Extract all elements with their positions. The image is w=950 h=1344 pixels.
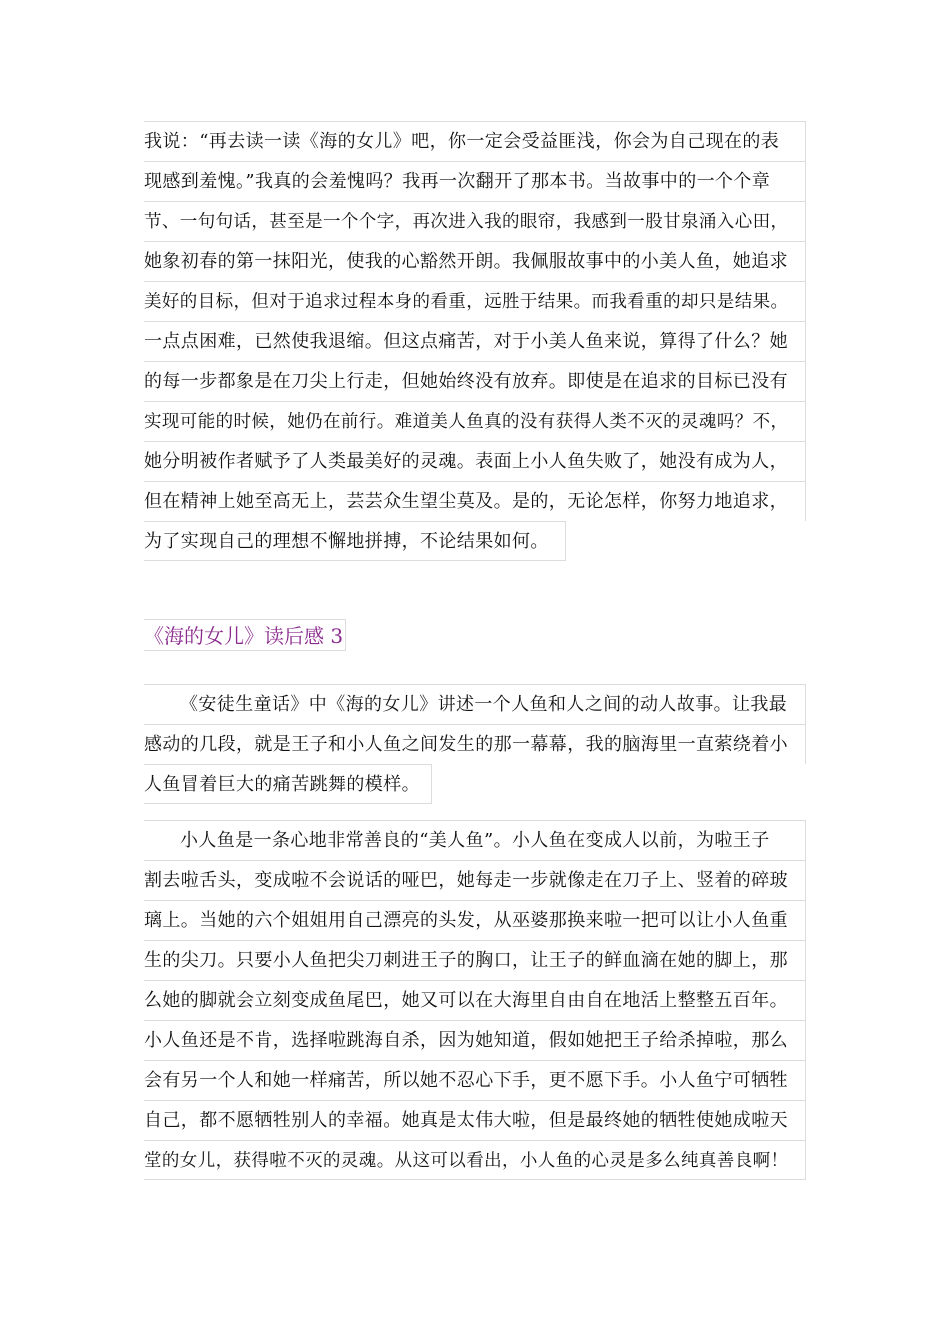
text-line: 为了实现自己的理想不懈地拼搏，不论结果如何。	[144, 521, 566, 561]
text-line: 我说：“再去读一读《海的女儿》吧，你一定会受益匪浅，你会为自己现在的表	[144, 121, 806, 161]
paragraph-little-mermaid	[144, 820, 806, 1180]
text-line: 实现可能的时候，她仍在前行。难道美人鱼真的没有获得人类不灭的灵魂吗？不，	[144, 401, 806, 441]
text-line: 的每一步都象是在刀尖上行走，但她始终没有放弃。即使是在追求的目标已没有	[144, 361, 806, 401]
text-line: 感动的几段，就是王子和小人鱼之间发生的那一幕幕，我的脑海里一直萦绕着小	[144, 724, 806, 764]
text-line: 小人鱼是一条心地非常善良的“美人鱼”。小人鱼在变成人以前，为啦王子	[144, 820, 806, 860]
text-line: 小人鱼还是不肯，选择啦跳海自杀，因为她知道，假如她把王子给杀掉啦，那么	[144, 1020, 806, 1060]
text-line: 堂的女儿，获得啦不灭的灵魂。从这可以看出，小人鱼的心灵是多么纯真善良啊！	[144, 1140, 806, 1180]
text-line: 一点点困难，已然使我退缩。但这点痛苦，对于小美人鱼来说，算得了什么？她	[144, 321, 806, 361]
text-line: 但在精神上她至高无上，芸芸众生望尘莫及。是的，无论怎样，你努力地追求，	[144, 481, 806, 521]
text-line: 现感到羞愧。”我真的会羞愧吗？我再一次翻开了那本书。当故事中的一个个章	[144, 161, 806, 201]
text-line: 她分明被作者赋予了人类最美好的灵魂。表面上小人鱼失败了，她没有成为人，	[144, 441, 806, 481]
paragraph-intro	[144, 684, 806, 804]
text-line: 璃上。当她的六个姐姐用自己漂亮的头发，从巫婆那换来啦一把可以让小人鱼重	[144, 900, 806, 940]
text-line: 《安徒生童话》中《海的女儿》讲述一个人鱼和人之间的动人故事。让我最	[144, 684, 806, 724]
text-line: 会有另一个人和她一样痛苦，所以她不忍心下手，更不愿下手。小人鱼宁可牺牲	[144, 1060, 806, 1100]
text-line: 生的尖刀。只要小人鱼把尖刀刺进王子的胸口，让王子的鲜血滴在她的脚上，那	[144, 940, 806, 980]
text-line: 割去啦舌头，变成啦不会说话的哑巴，她每走一步就像走在刀子上、竖着的碎玻	[144, 860, 806, 900]
text-line: 节、一句句话，甚至是一个个字，再次进入我的眼帘，我感到一股甘泉涌入心田，	[144, 201, 806, 241]
text-line: 么她的脚就会立刻变成鱼尾巴，她又可以在大海里自由自在地活上整整五百年。	[144, 980, 806, 1020]
paragraph-reflection	[144, 121, 806, 561]
heading-title: 《海的女儿》读后感 3	[144, 619, 346, 651]
text-line: 人鱼冒着巨大的痛苦跳舞的模样。	[144, 764, 432, 804]
text-line: 美好的目标，但对于追求过程本身的看重，远胜于结果。而我看重的却只是结果。	[144, 281, 806, 321]
section-heading	[144, 619, 346, 651]
text-line: 她象初春的第一抹阳光，使我的心豁然开朗。我佩服故事中的小美人鱼，她追求	[144, 241, 806, 281]
text-line: 自己，都不愿牺牲别人的幸福。她真是太伟大啦，但是最终她的牺牲使她成啦天	[144, 1100, 806, 1140]
